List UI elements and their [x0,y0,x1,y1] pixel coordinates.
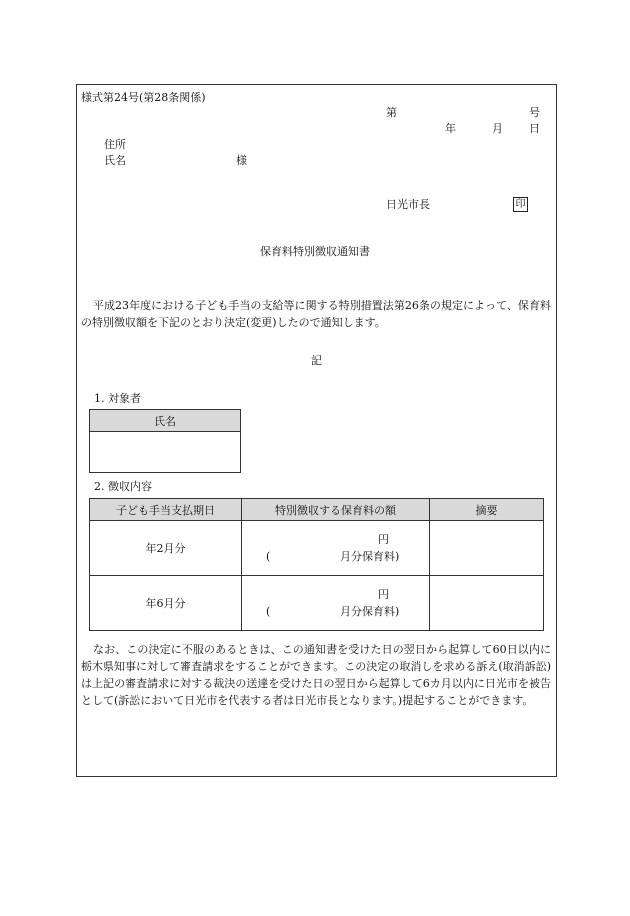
table-row [90,576,544,631]
document-title: 保育料特別徴収通知書 [260,245,370,258]
yen-label: 円 [378,533,389,546]
table-row [90,521,544,576]
seal-mark: 印 [513,197,528,212]
fee-note: 月分保育料) [340,605,400,618]
doc-number-suffix: 号 [529,106,540,119]
remarks-cell [430,576,544,631]
honorific: 様 [236,154,247,167]
period-cell: 年2月分 [90,521,242,576]
collection-table [89,498,544,631]
header-fee-amount: 特別徴収する保育料の額 [242,499,430,521]
target-name-cell [90,432,241,473]
ki-label: 記 [311,354,322,367]
target-table [89,409,241,473]
address-label: 住所 [104,138,126,151]
notice-paragraph: なお、この決定に不服のあるときは、この通知書を受けた日の翌日から起算して60日以内に栃木県知事に対して審査請求をすることができます。この決定の取消しを求める訴え(取消訴訟)は上記の審査請求に対する裁決の送達を受けた日の翌日から起算して6カ月以内に日光市を被告として(訴訟において日光市を代表する者は日光市長となります。)提起することができます。 [81,643,551,707]
remarks-cell [430,521,544,576]
header-payment-date: 子ども手当支払期日 [90,499,242,521]
period-cell: 年6月分 [90,576,242,631]
section1-heading: 1. 対象者 [94,392,141,405]
section2-heading: 2. 徴収内容 [94,480,152,493]
paren-open: ( [266,550,271,563]
yen-label: 円 [378,588,389,601]
fee-cell [242,521,430,576]
target-name-header: 氏名 [90,410,241,432]
date-month: 月 [492,122,503,135]
fee-cell [242,576,430,631]
doc-number-prefix: 第 [386,106,397,119]
date-day: 日 [529,122,540,135]
date-year: 年 [445,122,456,135]
header-remarks: 摘要 [430,499,544,521]
form-label: 様式第24号(第28条関係) [81,91,206,104]
paren-open: ( [266,605,271,618]
issuer-title: 日光市長 [386,198,430,211]
intro-paragraph: 平成23年度における子ども手当の支給等に関する特別措置法第26条の規定によって、保育料の特別徴収額を下記のとおり決定(変更)したので通知します。 [81,299,551,329]
name-label: 氏名 [104,154,126,167]
fee-note: 月分保育料) [340,550,400,563]
